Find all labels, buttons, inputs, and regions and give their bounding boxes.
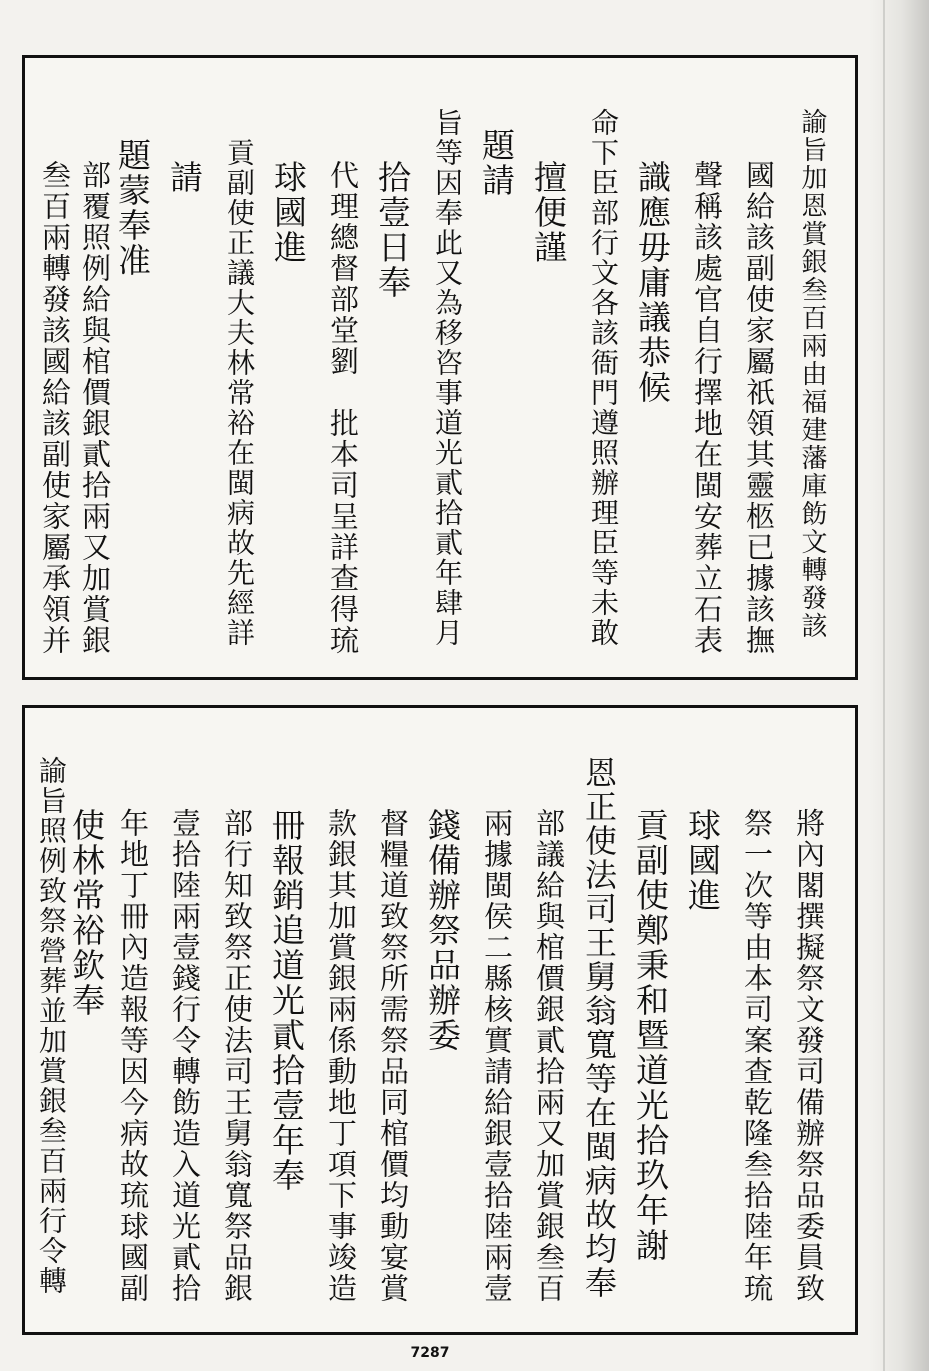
text-column: 命下臣部行文各該衙門遵照辦理臣等未敢 [587, 108, 620, 648]
text-column: 部行知致祭正使法司王舅翁寬祭品銀 [220, 808, 254, 1304]
text-column: 冊報銷追道光貳拾壹年奉 [267, 808, 306, 1193]
text-column: 諭旨照例致祭營葬並加賞銀叁百兩行令轉 [35, 756, 68, 1296]
text-column: 擅便謹 [529, 160, 568, 265]
text-column: 識應毋庸議恭候 [633, 160, 672, 405]
text-column: 叁百兩轉發該國給該副使家屬承領并 [38, 160, 72, 656]
text-column: 兩據閩侯二縣核實請給銀壹拾陸兩壹 [480, 808, 514, 1304]
text-column: 旨等因奉此又為移咨事道光貳拾貳年肆月 [431, 108, 464, 648]
text-column: 代理總督部堂劉 批本司呈詳查得琉 [326, 160, 360, 656]
text-column: 貢副使正議大夫林常裕在閩病故先經詳 [223, 138, 256, 648]
text-column: 祭一次等由本司案查乾隆叁拾陸年琉 [740, 808, 774, 1304]
text-column: 諭旨加恩賞銀叁百兩由福建藩庫飭文轉發該 [797, 108, 827, 640]
text-column: 部覆照例給與棺價銀貳拾兩又加賞銀 [78, 160, 112, 656]
text-column: 使林常裕欽奉 [67, 808, 106, 1018]
top-panel [22, 55, 858, 680]
text-column: 款銀其加賞銀兩係動地丁項下事竣造 [324, 808, 358, 1304]
text-column: 題請 [477, 128, 516, 198]
text-column: 貢副使鄭秉和暨道光拾玖年謝 [631, 808, 670, 1263]
page-number: 7287 [410, 1345, 450, 1361]
text-column: 聲稱該處官自行擇地在閩安葬立石表 [690, 160, 724, 656]
text-column: 請 [165, 160, 204, 195]
text-column: 拾壹日奉 [373, 160, 412, 300]
text-column: 年地丁冊內造報等因今病故琉球國副 [116, 808, 150, 1304]
text-column: 壹拾陸兩壹錢行令轉飭造入道光貳拾 [168, 808, 202, 1304]
bottom-panel [22, 705, 858, 1335]
page-edge-shadow [869, 0, 929, 1371]
text-column: 題蒙奉准 [113, 138, 152, 278]
text-column: 恩正使法司王舅翁寬等在閩病故均奉 [580, 756, 618, 1300]
text-column: 將內閣撰擬祭文發司備辦祭品委員致 [792, 808, 826, 1304]
page-edge-line [883, 0, 885, 1371]
text-column: 國給該副使家屬祇領其靈柩已據該撫 [742, 160, 776, 656]
text-column: 督糧道致祭所需祭品同棺價均動宴賞 [376, 808, 410, 1304]
text-column: 錢備辦祭品辦委 [423, 808, 462, 1053]
text-column: 球國進 [269, 160, 308, 265]
text-column: 球國進 [683, 808, 722, 913]
text-column: 部議給與棺價銀貳拾兩又加賞銀叁百 [532, 808, 566, 1304]
